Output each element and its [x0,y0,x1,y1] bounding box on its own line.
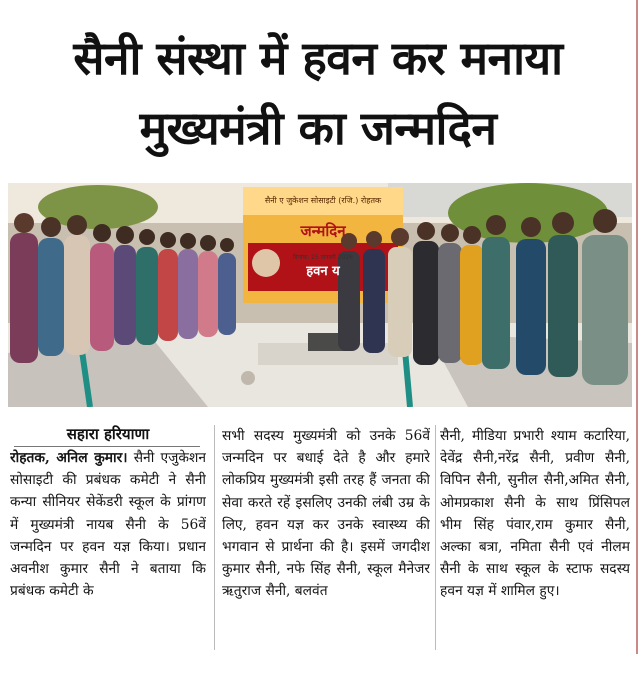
column-1-text: सैनी एजुकेशन सोसाइटी की प्रबंधक कमेटी ने सैनी कन्या सीनियर सेकेंडरी स्कूल के प्रांगण में मुख्यमंत्री नायब सैनी के 56वें जन्मदिन पर हवन यज्ञ किया। प्रधान अवनीश कुमार सैनी ने बताया कि प्रबंधक कमेटी के [10,450,206,600]
article-column-2: सभी सदस्य मुख्यमंत्री को उनके 56वें जन्मदिन पर बधाई देते है और हमारे लोकप्रिय मुख्यमंत्री इसी तरह हैं जनता की सेवा करते रहें इसलिए उनकी लंबी उम्र के लिए, हवन यज्ञ कर उनके स्वास्थ्य की भगवान से प्रार्थना की है। इसमें जगदीश कुमार सैनी, नफे सिंह सैनी, स्कूल मैनेजर ऋतुराज सैनी, बलवंत [222,428,430,600]
article-column-3: सैनी, मीडिया प्रभारी श्याम कटारिया, देवेंद्र सैनी,नरेंद्र सैनी, प्रवीण सैनी, विपिन सैनी, सुनील सैनी,अमित सैनी, ओमप्रकाश सैनी के साथ प्रिंसिपल भीम सिंह पंवार,राम कुमार सैनी, अल्का बत्रा, नमिता सैनी एवं नीलम सैनी के साथ स्कूल के स्टाफ सदस्य हवन यज्ञ में शामिल हुए। [440,428,630,600]
page-edge-rule [636,0,638,654]
column-divider-1 [214,425,215,650]
byline: सहारा हरियाणा [66,425,150,443]
column-divider-2 [435,425,436,650]
photo-banner [251,191,395,289]
headline-line-1: सैनी संस्था में हवन कर मनाया [73,31,563,85]
banner-date: दिनांक: 25 जनवरी 2026 [292,254,353,261]
dateline: रोहतक, अनिल कुमार। [10,450,128,466]
banner-subtitle: हवन य [306,264,340,279]
banner-title: जन्मदिन [300,222,346,240]
news-photo [8,183,632,407]
article-column-1 [10,447,206,676]
headline-line-2: मुख्यमंत्री का जन्मदिन [139,101,497,155]
banner-org-text: सैनी ए जुकेशन सोसाइटी (रजि.) रोहतक [264,196,382,205]
